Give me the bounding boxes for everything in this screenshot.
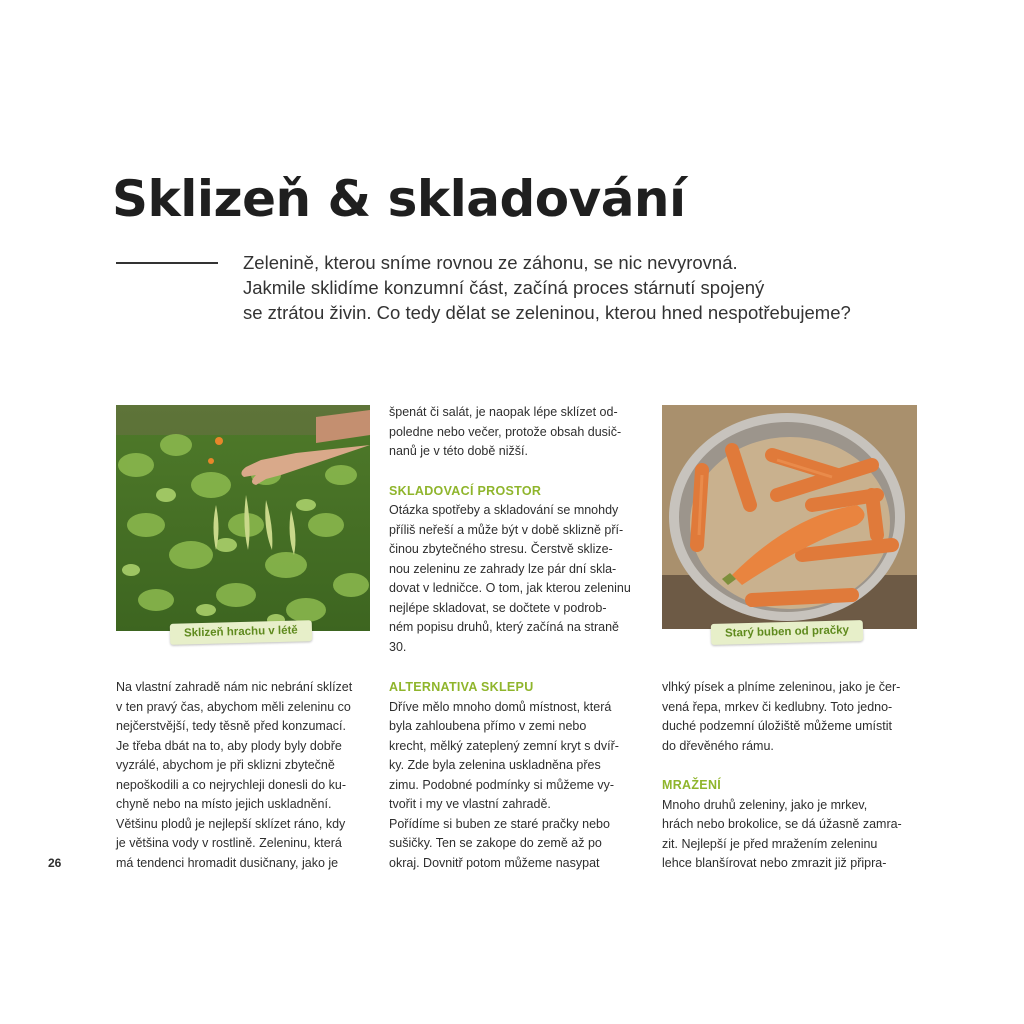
text-line: do dřevěného rámu. bbox=[662, 738, 774, 753]
text-line: tvořit i my ve vlastní zahradě. bbox=[389, 797, 551, 811]
text-line: sušičky. Ten se zakope do země až po bbox=[389, 836, 602, 850]
text-line: byla zahloubena přímo v zemi nebo bbox=[389, 719, 587, 733]
text-line: zimu. Podobné podmínky si můžeme vy- bbox=[389, 777, 615, 792]
text-line: okraj. Dovnitř potom můžeme nasypat bbox=[389, 855, 600, 870]
freezing-heading: MRAŽENÍ bbox=[662, 778, 722, 792]
text-line: příliš neřeší a může být v době sklizně pří- bbox=[389, 522, 624, 537]
text-line: ném popisu druhů, který začíná na straně bbox=[389, 620, 619, 634]
text-line: Dříve mělo mnoho domů místnost, která bbox=[389, 699, 612, 714]
text-line: zit. Nejlepší je před mražením zeleninu bbox=[662, 836, 878, 851]
text-line: lehce blanšírovat nebo zmrazit již připra- bbox=[662, 856, 887, 870]
text-line: Pořídíme si buben ze staré pračky nebo bbox=[389, 816, 610, 831]
text-line: poledne nebo večer, protože obsah dusič- bbox=[389, 424, 622, 439]
left-column-body bbox=[116, 678, 376, 873]
text-line: 30. bbox=[389, 639, 407, 654]
text-line: Mnoho druhů zeleniny, jako je mrkev, bbox=[662, 797, 868, 812]
cellar-heading: ALTERNATIVA SKLEPU bbox=[389, 680, 534, 694]
right-column-body bbox=[662, 678, 922, 874]
pea-harvest-caption: Sklizeň hrachu v létě bbox=[170, 620, 312, 645]
lead-paragraph bbox=[243, 250, 903, 325]
lead-line: se ztrátou živin. Co tedy dělat se zeleninou, kterou hned nespotřebujeme? bbox=[243, 302, 851, 323]
storage-heading: SKLADOVACÍ PROSTOR bbox=[389, 483, 542, 498]
text-line: dovat v ledničce. O tom, jak kterou zeleninu bbox=[389, 581, 631, 595]
text-line: duché podzemní úložiště můžeme umístit bbox=[662, 719, 892, 733]
middle-column-bottom bbox=[389, 678, 649, 873]
text-line: je většina vody v rostlině. Zeleninu, která bbox=[116, 836, 342, 850]
lead-line: Zelenině, kterou sníme rovnou ze záhonu, se nic nevyrovná. bbox=[243, 252, 738, 273]
text-line: Na vlastní zahradě nám nic nebrání sklízet bbox=[116, 680, 353, 694]
washing-drum-photo bbox=[662, 405, 917, 629]
text-line: chyně nebo na místo jejich uskladnění. bbox=[116, 797, 332, 811]
text-line: Většinu plodů je nejlepší sklízet ráno, kdy bbox=[116, 816, 346, 831]
text-line: Otázka spotřeby a skladování se mnohdy bbox=[389, 503, 619, 517]
text-line: v ten pravý čas, abychom měli zeleninu co bbox=[116, 699, 351, 714]
text-line: vlhký písek a plníme zeleninou, jako je čer- bbox=[662, 680, 901, 694]
page-number: 26 bbox=[48, 856, 62, 870]
text-line: nejčerstvější, tedy těsně před konzumací. bbox=[116, 719, 346, 733]
washing-drum-caption: Starý buben od pračky bbox=[711, 620, 863, 645]
lead-line: Jakmile sklidíme konzumní část, začíná proces stárnutí spojený bbox=[243, 277, 765, 298]
lead-divider bbox=[116, 262, 218, 264]
text-line: hrách nebo brokolice, se dá úžasně zamra- bbox=[662, 817, 902, 831]
text-line: vyzrálé, abychom je při sklizni zbytečně bbox=[116, 758, 335, 772]
text-line: krecht, mělký zateplený zemní kryt s dvíř- bbox=[389, 738, 619, 753]
pea-harvest-photo bbox=[116, 405, 370, 631]
text-line: nanů je v této době nižší. bbox=[389, 444, 528, 458]
text-line: vená řepa, mrkev či kedlubny. Toto jedno- bbox=[662, 699, 893, 714]
page-title: Sklizeň & skladování bbox=[112, 170, 686, 228]
text-line: špenát či salát, je naopak lépe sklízet od- bbox=[389, 405, 618, 419]
text-line: Je třeba dbát na to, aby plody byly dobře bbox=[116, 738, 342, 753]
text-line: ky. Zde byla zelenina uskladněna přes bbox=[389, 758, 601, 772]
text-line: nou zeleninu ze zahrady lze pár dní skla- bbox=[389, 561, 617, 576]
middle-column-top bbox=[389, 403, 649, 657]
text-line: činou zbytečného stresu. Čerstvě sklize- bbox=[389, 542, 613, 556]
text-line: nepoškodili a co nejrychleji donesli do ku- bbox=[116, 777, 346, 792]
text-line: má tendenci hromadit dusičnany, jako je bbox=[116, 855, 339, 870]
text-line: nejlépe skladovat, se dočtete v podrob- bbox=[389, 600, 607, 615]
